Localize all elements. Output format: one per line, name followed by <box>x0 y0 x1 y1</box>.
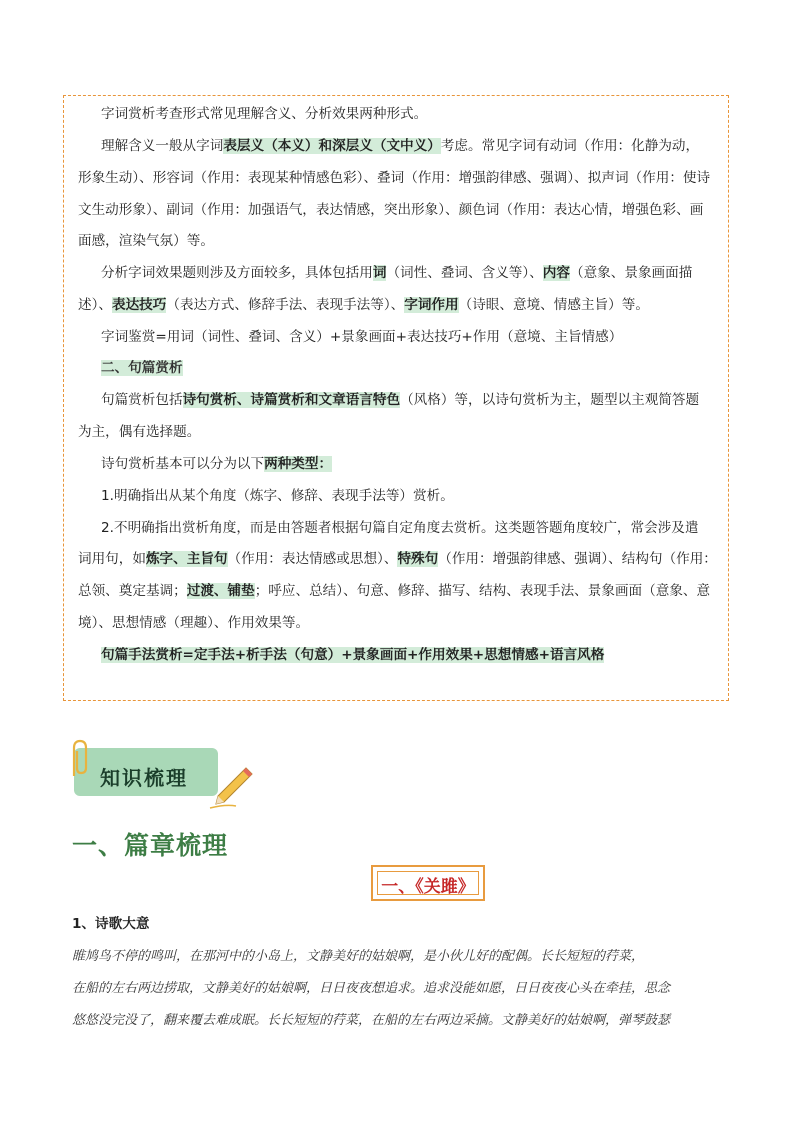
highlight: 表层义（本义）和深层义（文中义） <box>223 138 441 154</box>
poem-title: 一、《关雎》 <box>381 877 475 897</box>
text-line: 句篇赏析包括诗句赏析、诗篇赏析和文章语言特色（风格）等，以诗句赏析为主，题型以主观简答题 <box>101 392 700 408</box>
text-line: 文生动形象）、副词（作用：加强语气，表达情感，突出形象）、颜色词（作用：表达心情，增强色彩、画 <box>78 202 704 218</box>
text-line: 1.明确指出从某个角度（炼字、修辞、表现手法等）赏析。 <box>101 488 454 504</box>
text-line: 境）、思想情感（理趣）、作用效果等。 <box>78 615 310 631</box>
pencil-icon <box>206 764 256 812</box>
text-line: 2.不明确指出赏析角度，而是由答题者根据句篇自定角度去赏析。这类题答题角度较广，常会涉及遣 <box>101 520 699 536</box>
banner-label: 知识梳理 <box>100 766 188 790</box>
poem-line: 悠悠没完没了，翻来覆去难成眠。长长短短的荇菜，在船的左右两边采摘。文静美好的姑娘啊，弹琴鼓瑟 <box>72 1013 671 1028</box>
text-line: 诗句赏析基本可以分为以下两种类型： <box>101 456 333 472</box>
text-line: 总领、奠定基调；过渡、铺垫；呼应、总结）、句意、修辞、描写、结构、表现手法、景象画面（意象、意 <box>78 583 711 599</box>
subsection-title: 1、诗歌大意 <box>72 916 150 932</box>
section-title: 一、篇章梳理 <box>72 831 229 860</box>
paperclip-icon <box>66 738 90 778</box>
text-line: 字词鉴赏=用词（词性、叠词、含义）+景象画面+表达技巧+作用（意境、主旨情感） <box>101 329 623 345</box>
sub-heading: 二、句篇赏析 <box>101 360 183 376</box>
text-line: 字词赏析考查形式常见理解含义、分析效果两种形式。 <box>101 106 428 122</box>
text-line: 形象生动）、形容词（作用：表现某种情感色彩）、叠词（作用：增强韵律感、强调）、拟声词（作用：使诗 <box>78 170 711 186</box>
poem-line: 睢鸠鸟不停的鸣叫，在那河中的小岛上，文静美好的姑娘啊，是小伙儿好的配偶。长长短短的荇菜， <box>72 949 645 964</box>
text-line: 面感，渲染气氛）等。 <box>78 233 214 249</box>
formula-line: 句篇手法赏析=定手法+析手法（句意）+景象画面+作用效果+思想情感+语言风格 <box>101 647 605 663</box>
text-line: 分析字词效果题则涉及方面较多，具体包括用词（词性、叠词、含义等）、内容（意象、景象画面描 <box>101 265 693 281</box>
text-line: 述）、表达技巧（表达方式、修辞手法、表现手法等）、字词作用（诗眼、意境、情感主旨）等。 <box>78 297 649 313</box>
text-line: 词用句，如炼字、主旨句（作用：表达情感或思想）、特殊句（作用：增强韵律感、强调）、结构句（作用： <box>78 551 717 567</box>
text-line: 为主，偶有选择题。 <box>78 424 201 440</box>
poem-line: 在船的左右两边捞取，文静美好的姑娘啊，日日夜夜想追求。追求没能如愿，日日夜夜心头在牵挂，思念 <box>72 981 671 996</box>
text-line: 理解含义一般从字词表层义（本义）和深层义（文中义）考虑。常见字词有动词（作用：化静为动， <box>101 138 700 154</box>
